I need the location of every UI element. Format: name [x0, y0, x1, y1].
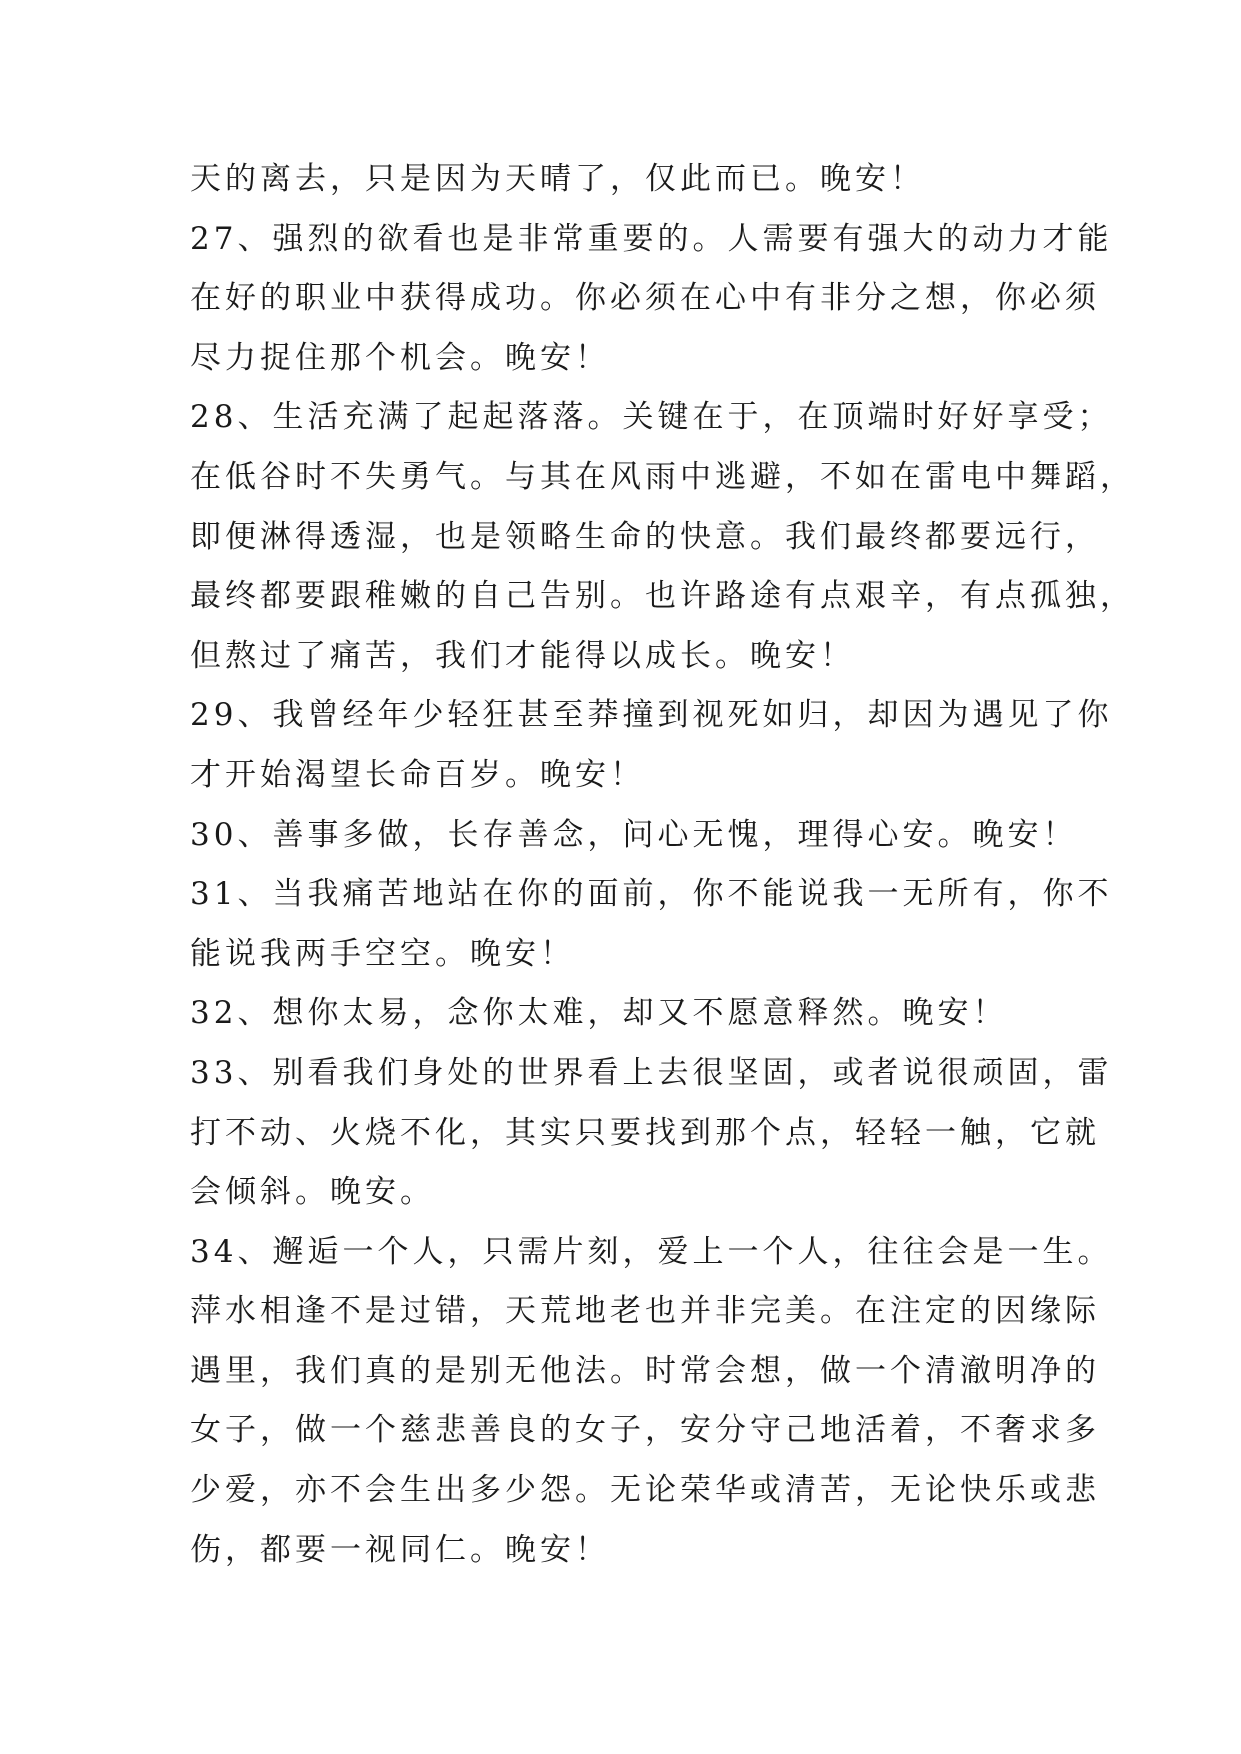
text-line: 28、生活充满了起起落落。关键在于，在顶端时好好享受；	[190, 399, 1113, 436]
text-line: 27、强烈的欲看也是非常重要的。人需要有强大的动力才能	[190, 220, 1113, 257]
text-line: 30、善事多做，长存善念，问心无愧，理得心安。晚安！	[190, 816, 1078, 853]
text-line: 少爱，亦不会生出多少怨。无论荣华或清苦，无论快乐或悲	[190, 1472, 1100, 1509]
text-line: 29、我曾经年少轻狂甚至莽撞到视死如归，却因为遇见了你	[190, 697, 1113, 734]
text-line: 会倾斜。晚安。	[190, 1174, 435, 1211]
text-line: 遇里，我们真的是别无他法。时常会想，做一个清澈明净的	[190, 1352, 1100, 1389]
text-line: 但熬过了痛苦，我们才能得以成长。晚安！	[190, 637, 855, 674]
text-line: 才开始渴望长命百岁。晚安！	[190, 756, 645, 793]
text-line: 在低谷时不失勇气。与其在风雨中逃避，不如在雷电中舞蹈，	[190, 458, 1135, 495]
text-line: 34、邂逅一个人，只需片刻，爱上一个人，往往会是一生。	[190, 1233, 1113, 1270]
text-line: 32、想你太易，念你太难，却又不愿意释然。晚安！	[190, 995, 1008, 1032]
text-line: 即便淋得透湿，也是领略生命的快意。我们最终都要远行，	[190, 518, 1100, 555]
text-line: 33、别看我们身处的世界看上去很坚固，或者说很顽固，雷	[190, 1054, 1113, 1091]
text-line: 能说我两手空空。晚安！	[190, 935, 575, 972]
text-line: 天的离去，只是因为天晴了，仅此而已。晚安！	[190, 161, 925, 197]
text-line: 31、当我痛苦地站在你的面前，你不能说我一无所有，你不	[190, 876, 1113, 913]
text-line: 伤，都要一视同仁。晚安！	[190, 1531, 610, 1568]
text-line: 在好的职业中获得成功。你必须在心中有非分之想，你必须	[190, 280, 1100, 317]
body-text	[190, 150, 1135, 1580]
text-line: 女子，做一个慈悲善良的女子，安分守己地活着，不奢求多	[190, 1412, 1100, 1449]
text-line: 萍水相逢不是过错，天荒地老也并非完美。在注定的因缘际	[190, 1293, 1100, 1330]
text-line: 打不动、火烧不化，其实只要找到那个点，轻轻一触，它就	[190, 1114, 1100, 1151]
text-line: 尽力捉住那个机会。晚安！	[190, 339, 610, 376]
text-line: 最终都要跟稚嫩的自己告别。也许路途有点艰辛，有点孤独，	[190, 578, 1135, 615]
